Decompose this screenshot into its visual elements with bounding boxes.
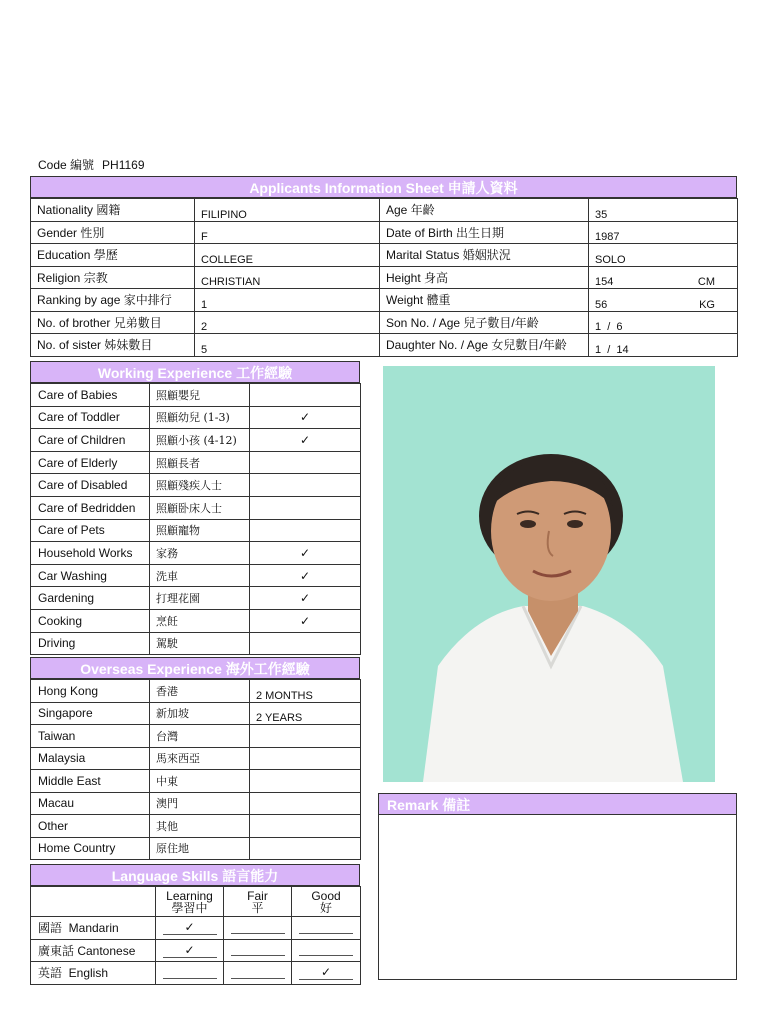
language-skills-title: Language Skills 語言能力 [30,864,360,886]
field-value-text: 56 [595,298,608,311]
level-header-zh: 學習中 [171,900,208,915]
country-zh: 澳門 [150,792,250,815]
duration-value [250,770,361,793]
duration-value [250,747,361,770]
checkmark-icon [250,474,361,497]
checkmark-icon [163,964,217,979]
field-label: Daughter No. / Age 女兒數目/年齡 [380,334,589,357]
field-value [589,289,738,312]
checkmark-icon: ✓ [250,406,361,429]
field-value [589,334,738,357]
country-zh: 原住地 [150,837,250,860]
work-row [31,609,361,632]
country-zh: 香港 [150,680,250,703]
country-zh: 新加坡 [150,702,250,725]
language-level-cell [224,917,292,940]
checkmark-icon: ✓ [250,429,361,452]
checkmark-icon [250,384,361,407]
work-label-en: Care of Disabled [31,474,150,497]
duration-value: 2 YEARS [250,702,361,725]
work-label-en: Care of Pets [31,519,150,542]
field-label: Age 年齡 [380,199,589,222]
country-en: Macau [31,792,150,815]
work-row [31,542,361,565]
checkmark-icon: ✓ [250,542,361,565]
checkmark-icon: ✓ [299,965,353,980]
country-zh: 馬來西亞 [150,747,250,770]
portrait-image [383,366,715,782]
checkmark-icon [299,919,353,934]
country-en: Taiwan [31,725,150,748]
country-en: Middle East [31,770,150,793]
level-header [224,887,292,917]
checkmark-icon [299,941,353,956]
field-value-text: 1 / 6 [595,321,623,333]
work-row [31,632,361,655]
checkmark-icon: ✓ [163,943,217,958]
remark-box [378,815,737,980]
level-header-zh: 平 [251,900,264,915]
overseas-row [31,747,361,770]
overseas-experience-title: Overseas Experience 海外工作經驗 [30,657,360,679]
applicant-row [31,221,738,244]
work-label-zh: 洗車 [150,564,250,587]
remark-title: Remark 備註 [378,793,737,815]
field-value-text: SOLO [595,253,626,266]
checkmark-icon [250,519,361,542]
work-label-zh: 照顧幼兒 (1-3) [150,406,250,429]
work-label-zh: 照顧嬰兒 [150,384,250,407]
checkmark-icon [231,919,285,934]
language-name: 英語 English [31,962,156,985]
work-label-en: Care of Toddler [31,406,150,429]
field-label: No. of brother 兄弟數目 [31,311,195,334]
language-header-row [31,887,361,917]
work-row [31,519,361,542]
language-level-cell [292,939,361,962]
applicant-row [31,244,738,267]
work-label-zh: 駕駛 [150,632,250,655]
field-value: F [195,221,380,244]
overseas-row [31,792,361,815]
level-header [292,887,361,917]
level-header [156,887,224,917]
code-value: PH1169 [102,158,145,172]
language-row [31,917,361,940]
country-en: Other [31,815,150,838]
country-en: Hong Kong [31,680,150,703]
work-label-en: Household Works [31,542,150,565]
work-label-en: Care of Babies [31,384,150,407]
work-row [31,496,361,519]
language-level-cell [292,917,361,940]
checkmark-icon [231,941,285,956]
field-label: Height 身高 [380,266,589,289]
language-name: 國語 Mandarin [31,917,156,940]
field-value: 5 [195,334,380,357]
field-value: 2 [195,311,380,334]
field-value: CHRISTIAN [195,266,380,289]
field-value-text: 35 [595,208,608,221]
work-label-en: Cooking [31,609,150,632]
code-label: Code 編號 [38,158,95,172]
country-en: Malaysia [31,747,150,770]
work-label-zh: 照顧寵物 [150,519,250,542]
field-value [589,221,738,244]
overseas-experience-table [30,679,361,860]
applicant-row [31,289,738,312]
checkmark-icon [250,451,361,474]
checkmark-icon [250,632,361,655]
work-label-en: Gardening [31,587,150,610]
language-level-cell [156,939,224,962]
language-level-cell [224,962,292,985]
level-header-en: Fair [247,888,268,903]
field-label: Son No. / Age 兒子數目/年齡 [380,311,589,334]
checkmark-icon: ✓ [250,609,361,632]
work-label-en: Care of Bedridden [31,496,150,519]
field-value: FILIPINO [195,199,380,222]
applicant-row [31,266,738,289]
country-zh: 中東 [150,770,250,793]
field-label: Education 學歷 [31,244,195,267]
work-label-en: Car Washing [31,564,150,587]
overseas-row [31,702,361,725]
duration-value [250,725,361,748]
work-row [31,406,361,429]
checkmark-icon: ✓ [163,920,217,935]
work-row [31,587,361,610]
duration-value: 2 MONTHS [250,680,361,703]
field-value [589,199,738,222]
work-label-zh: 照顧殘疾人士 [150,474,250,497]
field-value: 1 [195,289,380,312]
language-skills-table [30,886,361,985]
applicant-code [38,156,145,173]
language-level-cell [156,962,224,985]
work-row [31,564,361,587]
field-unit: KG [699,298,715,311]
field-value [589,244,738,267]
overseas-row [31,680,361,703]
field-unit: CM [697,276,715,288]
language-name: 廣東話 Cantonese [31,939,156,962]
overseas-row [31,837,361,860]
overseas-row [31,770,361,793]
work-label-zh: 照顧小孩 (4-12) [150,429,250,452]
language-level-cell [224,939,292,962]
applicant-row [31,334,738,357]
level-header-en: Learning [166,888,213,903]
field-value-text: 1987 [595,231,620,243]
work-label-zh: 照顧長者 [150,451,250,474]
country-zh: 台灣 [150,725,250,748]
applicant-sheet-title: Applicants Information Sheet 申請人資料 [30,176,737,198]
duration-value [250,815,361,838]
work-label-en: Driving [31,632,150,655]
overseas-row [31,725,361,748]
language-row [31,962,361,985]
work-label-zh: 打理花園 [150,587,250,610]
work-label-zh: 烹飪 [150,609,250,632]
work-label-zh: 照顧卧床人士 [150,496,250,519]
work-label-zh: 家務 [150,542,250,565]
work-label-en: Care of Elderly [31,451,150,474]
country-zh: 其他 [150,815,250,838]
field-value-text: 1 / 14 [595,343,629,356]
country-en: Home Country [31,837,150,860]
working-experience-title: Working Experience 工作經驗 [30,361,360,383]
work-row [31,384,361,407]
applicant-row [31,311,738,334]
language-row [31,939,361,962]
field-label: Nationality 國籍 [31,199,195,222]
field-value: COLLEGE [195,244,380,267]
work-row [31,474,361,497]
field-value-text: 154 [595,276,614,288]
working-experience-table [30,383,361,655]
field-value [589,266,738,289]
applicant-info-table [30,198,738,357]
language-level-cell [292,962,361,985]
field-label: Gender 性別 [31,221,195,244]
field-value [589,311,738,334]
country-en: Singapore [31,702,150,725]
field-label: No. of sister 姊妹數目 [31,334,195,357]
overseas-row [31,815,361,838]
duration-value [250,792,361,815]
language-level-cell [156,917,224,940]
work-row [31,451,361,474]
field-label: Marital Status 婚姻狀況 [380,244,589,267]
work-row [31,429,361,452]
field-label: Date of Birth 出生日期 [380,221,589,244]
level-header-zh: 好 [319,900,332,915]
work-label-en: Care of Children [31,429,150,452]
applicant-row [31,199,738,222]
language-header-blank [31,887,156,917]
field-label: Weight 體重 [380,289,589,312]
checkmark-icon [231,964,285,979]
checkmark-icon: ✓ [250,564,361,587]
field-label: Religion 宗教 [31,266,195,289]
level-header-en: Good [311,888,341,903]
checkmark-icon: ✓ [250,587,361,610]
applicant-photo [383,366,715,782]
checkmark-icon [250,496,361,519]
duration-value [250,837,361,860]
field-label: Ranking by age 家中排行 [31,289,195,312]
